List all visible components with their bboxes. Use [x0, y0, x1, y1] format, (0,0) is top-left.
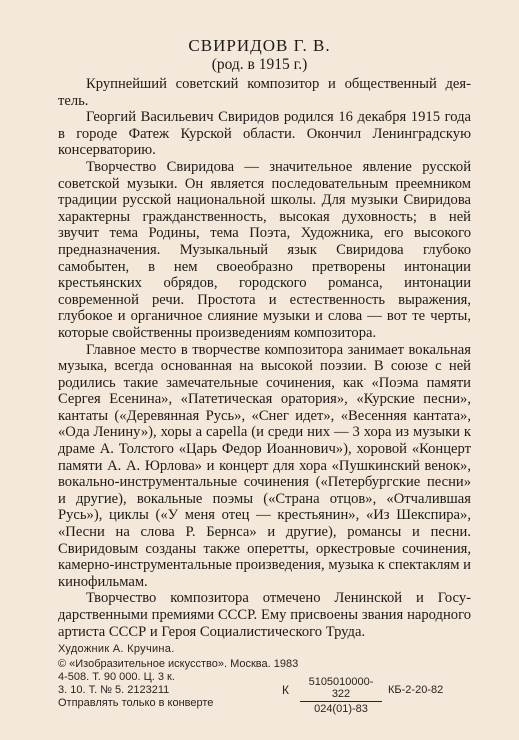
- paragraph-vocal-music: Главное место в творчестве композитора занимает вокальная музыка, всегда основанная на высокой поэзии. В союзе с ней родились такие замечательные сочинения, как «Поэма памяти Сергея Есенина», «Патетическая оратория», «Курские песни», кантаты («Деревянная Русь», «Снег идет», «Весенняя кантата», «Ода Ленину»), хоры a capella (и среди них — 3 хора из музыки к драме А. Толстого «Царь Федор Иоаннович»), хоровой «Концерт памяти А. А. Юрлова» и концерт для хора «Пушкинский венок», вокально-инструментальные сочинения («Петербургские песни» и другие), вокальные поэмы («Страна отцов», «Отчалившая Русь»), циклы («У меня отец — крестьянин», «Из Шекспира», «Песни на слова Р. Бернса» и другие), романсы и песни. Свиридовым созданы также оперетты, оркестровые сочинения, камерно-инструментальные произведения, музыка к спектаклям и кинофильмам.: [58, 341, 471, 590]
- biography-text: [58, 76, 471, 640]
- header: [0, 36, 519, 74]
- paragraph-awards: Творчество композитора отмечено Ленинской и Государственными премиями СССР. Ему присвоены звания народного артиста СССР и Героя Социалистического Труда.: [58, 590, 471, 640]
- order-line: 3. 10. Т. № 5. 2123211: [58, 684, 170, 696]
- birth-year-subtitle: (род. в 1915 г.): [211, 56, 308, 73]
- catalog-code-denominator: 024(01)-83: [314, 703, 368, 715]
- imprint: [58, 643, 478, 710]
- mailing-note: Отправлять только в конверте: [58, 697, 214, 709]
- paragraph-intro: Крупнейший советский композитор и общественный деятель.: [58, 76, 471, 109]
- paragraph-creativity: Творчество Свиридова — значительное явление русской советской музыки. Он является последовательным преемником традиции русской национальной школы. Для музыки Свиридова характерны гражданственность, высокая духовность; в ней звучит тема Родины, тема Поэта, Художника, его высокого предназначения. Музыкальный язык Свиридова глубоко самобытен, в нем своеобразно претворены интонации крестьянских обрядов, городского романса, интонации современной речи. Простота и естественность выражения, глубокое и органичное слияние музыки и слова — вот те черты, которые свойственны произведениям композитора.: [58, 158, 471, 341]
- catalog-code-fraction: [300, 676, 382, 715]
- artist-credit: Художник А. Кручина.: [58, 643, 175, 655]
- print-run-line: 4-508. Т. 90 000. Ц. 3 к.: [58, 671, 175, 683]
- paragraph-birth: Георгий Васильевич Свиридов родился 16 декабря 1915 года в городе Фатеж Курской области. Окончил Ленинградскую консерваторию.: [58, 109, 471, 159]
- catalog-code-letter: К: [282, 683, 289, 697]
- page-title: СВИРИДОВ Г. В.: [188, 36, 331, 55]
- catalog-code-suffix: КБ-2-20-82: [388, 684, 444, 696]
- publisher-line: © «Изобразительное искусство». Москва. 1983: [58, 658, 299, 670]
- catalog-code-numerator: 5105010000-322: [300, 676, 382, 702]
